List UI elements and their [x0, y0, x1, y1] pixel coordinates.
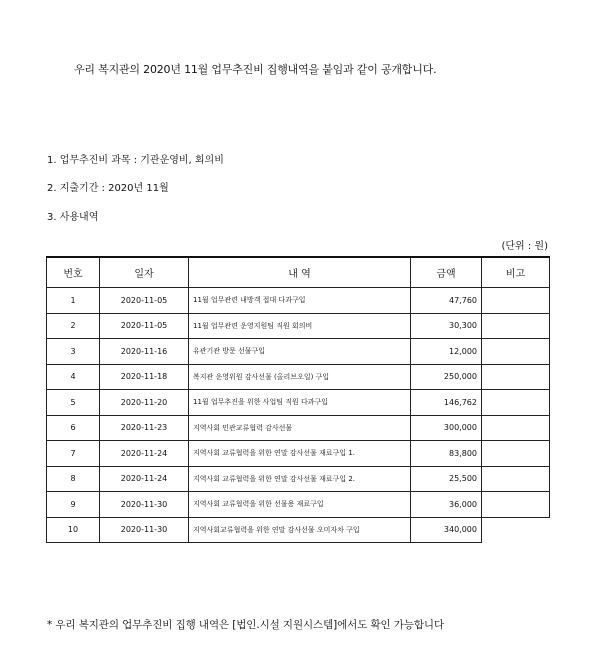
- table-row: [47, 390, 550, 416]
- table-row: [47, 517, 550, 543]
- row-note: [482, 441, 550, 467]
- row-note: [482, 492, 550, 518]
- row-no: 6: [47, 415, 100, 441]
- row-amount: 25,500: [411, 466, 482, 492]
- table-row: [47, 313, 550, 339]
- row-amount: 146,762: [411, 390, 482, 416]
- row-no: 9: [47, 492, 100, 518]
- row-amount: 250,000: [411, 364, 482, 390]
- table-row: [47, 364, 550, 390]
- header-desc: 내 역: [189, 257, 411, 288]
- row-amount: 12,000: [411, 339, 482, 365]
- row-amount: 340,000: [411, 517, 482, 543]
- row-desc: 유관기관 방문 선물구입: [189, 339, 411, 365]
- row-date: 2020-11-18: [100, 364, 189, 390]
- row-date: 2020-11-24: [100, 441, 189, 467]
- row-date: 2020-11-30: [100, 492, 189, 518]
- row-desc: 지역사회 교류협력을 위한 연말 감사선물 재료구입 2.: [189, 466, 411, 492]
- row-note: [482, 288, 550, 314]
- row-amount: 30,300: [411, 313, 482, 339]
- row-note: [482, 313, 550, 339]
- table-row: [47, 288, 550, 314]
- row-note: [482, 390, 550, 416]
- row-no: 7: [47, 441, 100, 467]
- intro-text: 우리 복지관의 2020년 11월 업무추진비 집행내역을 붙임과 같이 공개합니다.: [74, 63, 437, 76]
- row-desc: 11월 업무관련 운영지원팀 직원 회의비: [189, 313, 411, 339]
- row-note: [482, 517, 550, 543]
- row-no: 3: [47, 339, 100, 365]
- row-note: [482, 415, 550, 441]
- row-date: 2020-11-24: [100, 466, 189, 492]
- header-amount: 금액: [411, 257, 482, 288]
- row-amount: 47,760: [411, 288, 482, 314]
- row-amount: 300,000: [411, 415, 482, 441]
- unit-label: (단위 : 원): [501, 241, 548, 252]
- row-desc: 지역사회 교류협력을 위한 선물용 재료구입: [189, 492, 411, 518]
- row-no: 2: [47, 313, 100, 339]
- header-no: 번호: [47, 257, 100, 288]
- item-period: 2. 지출기간 : 2020년 11월: [47, 183, 169, 194]
- expense-table: [46, 256, 550, 543]
- row-date: 2020-11-05: [100, 313, 189, 339]
- row-desc: 11월 업무관련 내방객 접대 다과구입: [189, 288, 411, 314]
- row-amount: 36,000: [411, 492, 482, 518]
- row-desc: 복지관 운영위원 감사선물 (올리브오일) 구입: [189, 364, 411, 390]
- table-row: [47, 339, 550, 365]
- row-no: 5: [47, 390, 100, 416]
- row-no: 10: [47, 517, 100, 543]
- row-amount: 83,800: [411, 441, 482, 467]
- row-desc: 지역사회 교류협력을 위한 연말 감사선물 재료구입 1.: [189, 441, 411, 467]
- row-desc: 지역사회교류협력을 위한 연말 감사선물 오미자차 구입: [189, 517, 411, 543]
- row-desc: 지역사회 민관교류협력 감사선물: [189, 415, 411, 441]
- row-note: [482, 364, 550, 390]
- footer-note: * 우리 복지관의 업무추진비 집행 내역은 [법인.시설 지원시스템]에서도 확인 가능합니다: [47, 619, 445, 631]
- row-no: 1: [47, 288, 100, 314]
- table-header-row: [47, 257, 550, 288]
- table-row: [47, 492, 550, 518]
- row-date: 2020-11-23: [100, 415, 189, 441]
- row-date: 2020-11-20: [100, 390, 189, 416]
- table-row: [47, 415, 550, 441]
- row-date: 2020-11-30: [100, 517, 189, 543]
- row-date: 2020-11-05: [100, 288, 189, 314]
- row-note: [482, 339, 550, 365]
- row-note: [482, 466, 550, 492]
- header-date: 일자: [100, 257, 189, 288]
- item-usage-heading: 3. 사용내역: [47, 212, 99, 223]
- row-date: 2020-11-16: [100, 339, 189, 365]
- header-note: 비고: [482, 257, 550, 288]
- row-no: 8: [47, 466, 100, 492]
- item-expense-category: 1. 업무추진비 과목 : 기관운영비, 회의비: [47, 155, 224, 166]
- row-no: 4: [47, 364, 100, 390]
- table-row: [47, 441, 550, 467]
- table-row: [47, 466, 550, 492]
- row-desc: 11월 업무추진을 위한 사업팀 직원 다과구입: [189, 390, 411, 416]
